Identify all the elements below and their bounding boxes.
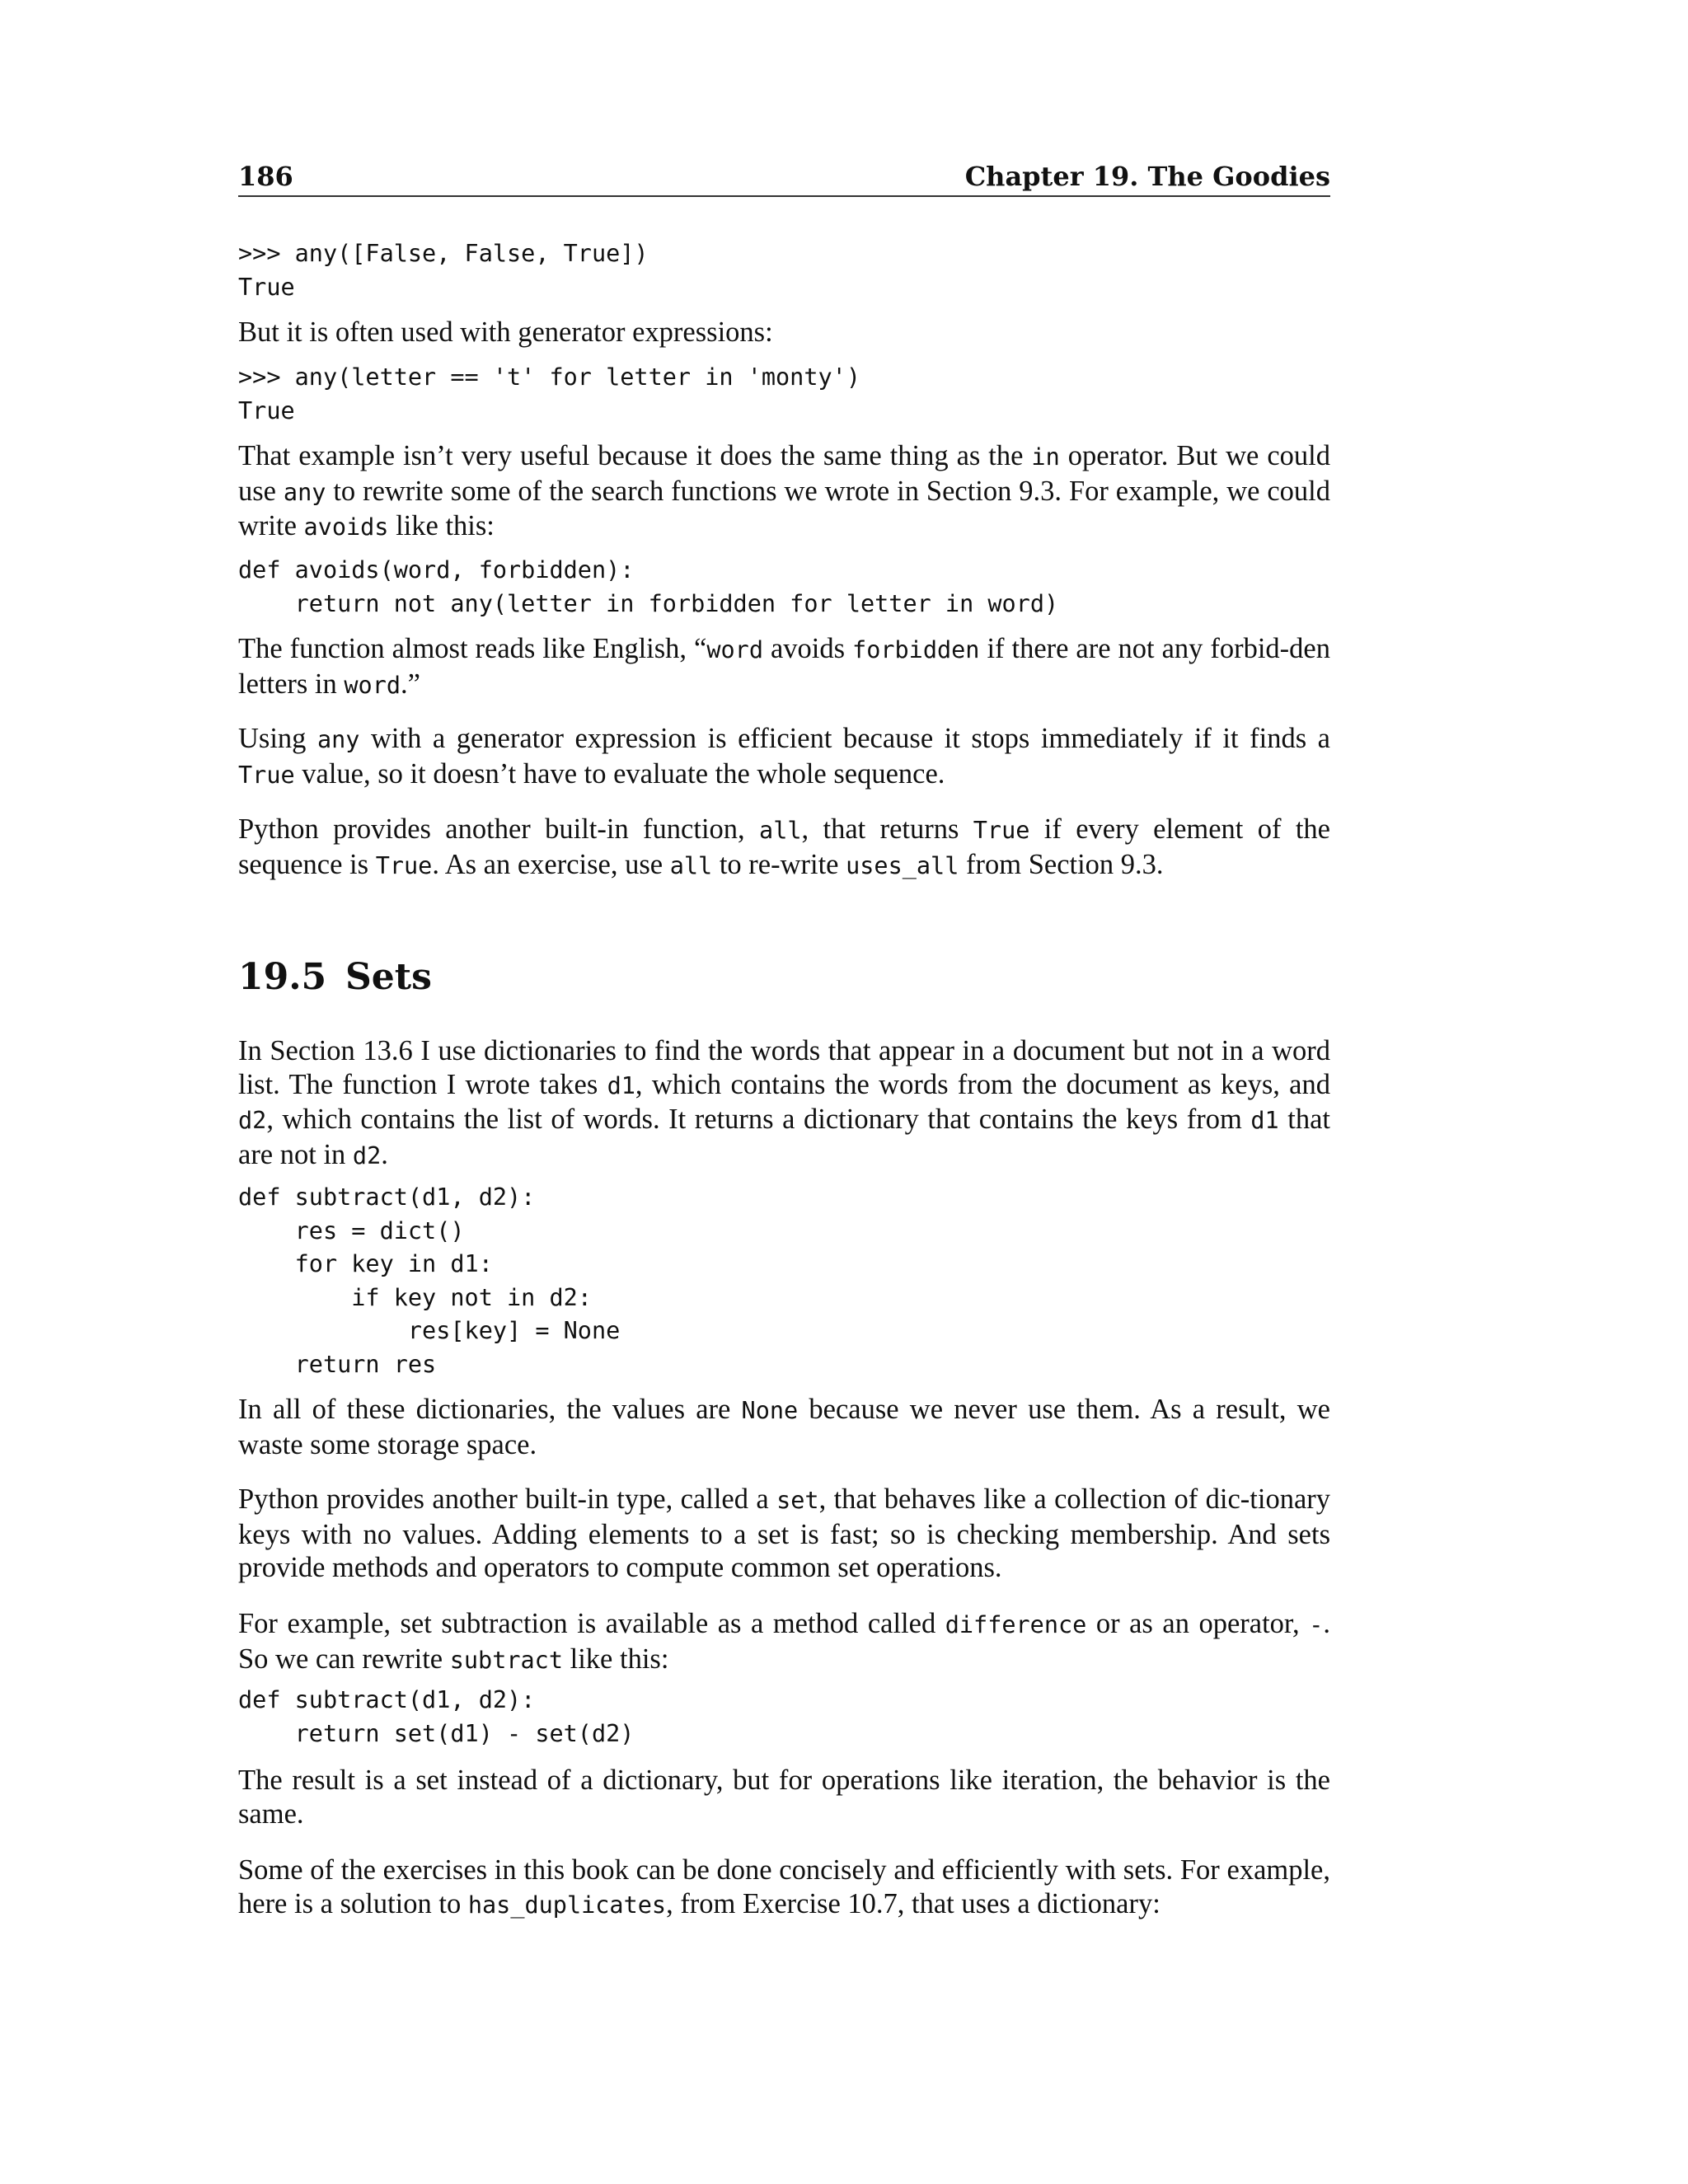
paragraph: Using any with a generator expression is efficient because it stops immediately if it finds a True value, so it doesn’t have to evaluate the whole sequence. (238, 723, 1330, 790)
paragraph: In Section 13.6 I use dictionaries to find the words that appear in a document but not in a word list. The function I wrote takes d1, which contains the words from the document as keys, and d2, which contains the list of words. It returns a dictionary that contains the keys from d1 that are not in d2. (238, 1035, 1330, 1170)
section-title: Sets (345, 956, 432, 998)
code-block-subtract-dict: def subtract(d1, d2): res = dict() for key in d1: if key not in d2: res[key] = None return res (238, 1183, 621, 1378)
paragraph: Python provides another built-in function, all, that returns True if every element of the sequence is True. As an exercise, use all to re-write uses_all from Section 9.3. (238, 813, 1330, 880)
chapter-title: Chapter 19. The Goodies (964, 161, 1330, 192)
code-block-avoids: def avoids(word, forbidden): return not any(letter in forbidden for letter in word) (238, 556, 1059, 617)
paragraph: For example, set subtraction is available as a method called difference or as an operator, -. So we can rewrite subtract like this: (238, 1608, 1330, 1675)
paragraph: But it is often used with generator expressions: (238, 316, 773, 348)
paragraph: The result is a set instead of a dictionary, but for operations like iteration, the behavior is the same. (238, 1765, 1330, 1830)
code-block-subtract-set: def subtract(d1, d2): return set(d1) - set(d2) (238, 1686, 635, 1747)
section-number: 19.5 (238, 956, 327, 998)
paragraph: Python provides another built-in type, called a set, that behaves like a collection of dic-tionary keys with no values. Adding elements to a set is fast; so is checking membership. And sets provide methods and operators to compute common set operations. (238, 1483, 1330, 1583)
section-heading (238, 956, 432, 998)
paragraph: The function almost reads like English, “word avoids forbidden if there are not any forbid-den letters in word.” (238, 633, 1330, 700)
page-number: 186 (238, 161, 293, 192)
paragraph: Some of the exercises in this book can be done concisely and efficiently with sets. For example, here is a solution to has_duplicates, from Exercise 10.7, that uses a dictionary: (238, 1854, 1330, 1919)
code-block-any-generator: >>> any(letter == 't' for letter in 'monty') True (238, 363, 860, 424)
paragraph: In all of these dictionaries, the values are None because we never use them. As a result, we waste some storage space. (238, 1394, 1330, 1460)
paragraph: That example isn’t very useful because it does the same thing as the in operator. But we could use any to rewrite some of the search functions we wrote in Section 9.3. For example, we could write avoids like this: (238, 440, 1330, 541)
code-block-any-list: >>> any([False, False, True]) True (238, 240, 649, 301)
page-header (238, 161, 1330, 197)
